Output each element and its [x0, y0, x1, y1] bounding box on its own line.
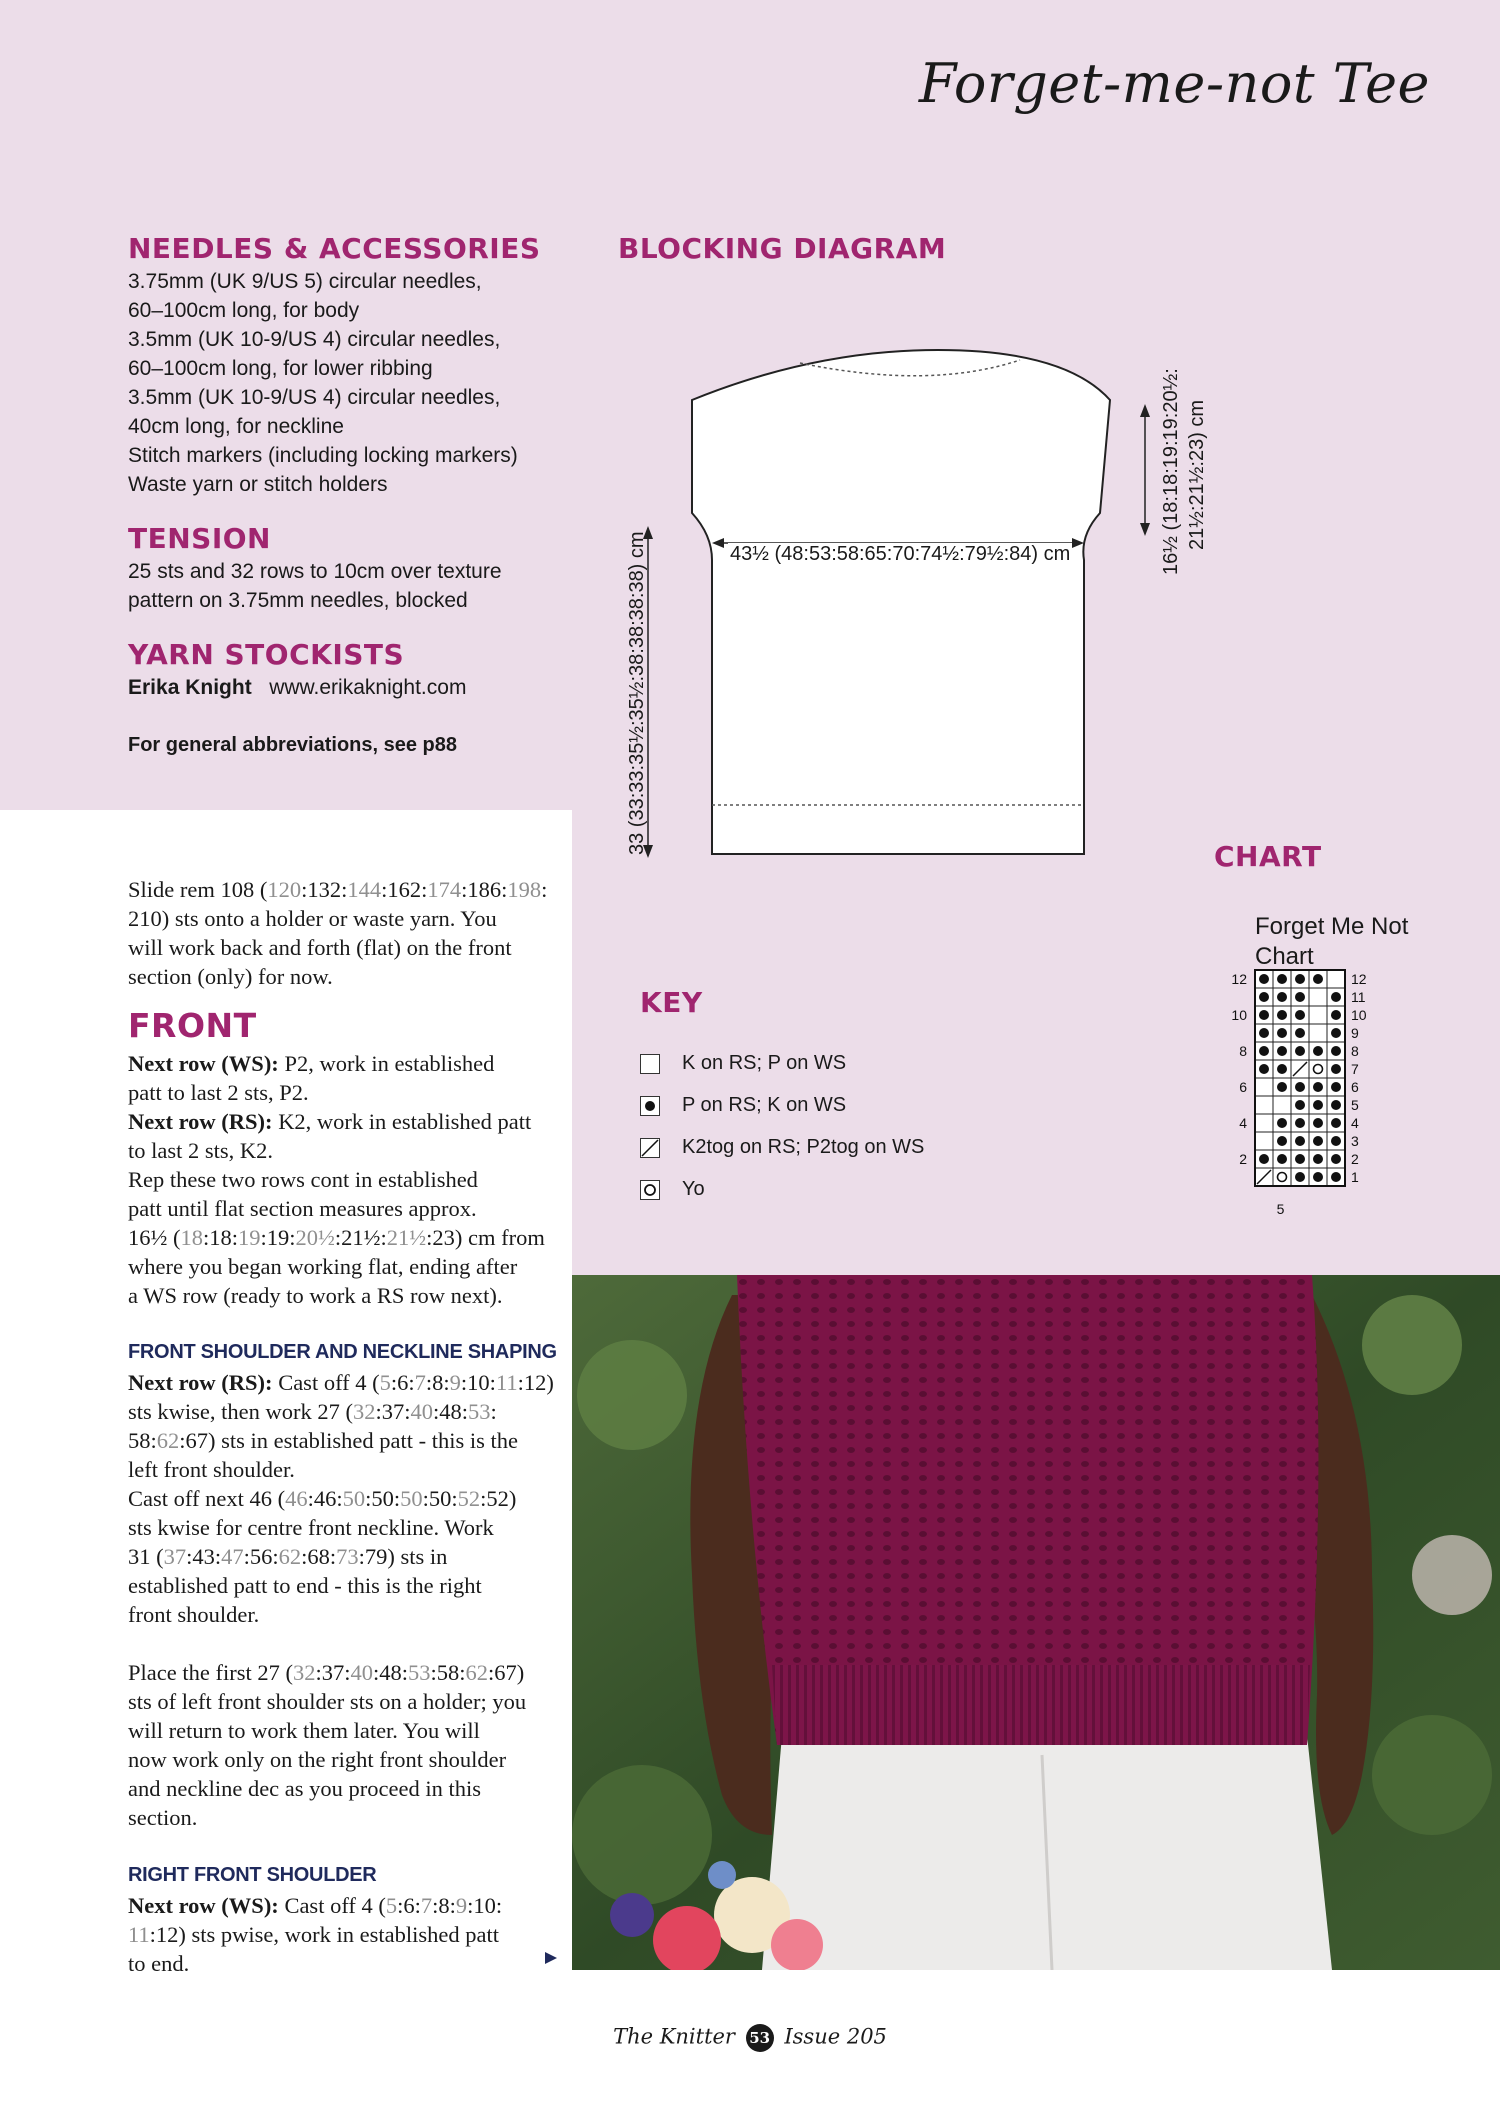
- purl-dot: [1331, 1172, 1341, 1182]
- chart-title-line-1: Forget Me Not: [1255, 913, 1409, 940]
- yarn-stockists-heading: YARN STOCKISTS: [128, 638, 405, 671]
- tee-ribbing: [772, 1665, 1310, 1745]
- chart-row-number: 10: [1231, 1007, 1247, 1023]
- purl-dot: [1277, 1028, 1287, 1038]
- model-photo: [572, 1275, 1500, 1970]
- key-heading: KEY: [640, 986, 703, 1019]
- purl-dot: [1295, 1082, 1305, 1092]
- text-line: Rep these two rows cont in established: [128, 1167, 478, 1192]
- needles-list-item: 40cm long, for neckline: [128, 415, 344, 438]
- purl-dot: [1295, 992, 1305, 1002]
- text-line: front shoulder.: [128, 1602, 260, 1627]
- purl-dot: [1313, 1118, 1323, 1128]
- purl-dot: [1295, 1136, 1305, 1146]
- purl-dot: [1277, 1082, 1287, 1092]
- purl-dot: [1277, 1046, 1287, 1056]
- text-line: patt to last 2 sts, P2.: [128, 1080, 309, 1105]
- text-line: Slide rem 108 (120:132:144:162:174:186:198:: [128, 877, 548, 902]
- text-line: sts kwise, then work 27 (32:37:40:48:53:: [128, 1399, 497, 1424]
- text-line: 11:12) sts pwise, work in established patt: [128, 1922, 500, 1947]
- purl-dot: [1277, 1010, 1287, 1020]
- needles-list-item: 60–100cm long, for lower ribbing: [128, 357, 433, 380]
- chart-cell: [1309, 1024, 1327, 1042]
- text-line: a WS row (ready to work a RS row next).: [128, 1283, 503, 1308]
- purl-dot: [1331, 1136, 1341, 1146]
- chart-cell: [1309, 1006, 1327, 1024]
- purl-dot: [1331, 1046, 1341, 1056]
- purl-dot: [1259, 1064, 1269, 1074]
- front-heading: FRONT: [128, 1006, 257, 1045]
- text-line: now work only on the right front shoulder: [128, 1747, 507, 1772]
- text-line: 16½ (18:18:19:19:20½:21½:21½:23) cm from: [128, 1225, 545, 1250]
- purl-dot: [1295, 1028, 1305, 1038]
- chart-title-line-2: Chart: [1255, 943, 1314, 970]
- chart-cell: [1255, 1078, 1273, 1096]
- width-measurement-label: 43½ (48:53:58:65:70:74½:79½:84) cm: [730, 543, 1071, 565]
- purl-dot: [1277, 1154, 1287, 1164]
- chart-row-number: 5: [1351, 1097, 1359, 1113]
- chart-row-number: 12: [1351, 971, 1367, 987]
- right-front-shoulder-heading: RIGHT FRONT SHOULDER: [128, 1864, 377, 1886]
- purl-dot: [1331, 1082, 1341, 1092]
- text-line: section (only) for now.: [128, 964, 333, 989]
- purl-dot: [1259, 1010, 1269, 1020]
- purl-dot: [1313, 1154, 1323, 1164]
- purl-dot: [1277, 974, 1287, 984]
- purl-dot: [1259, 1154, 1269, 1164]
- knitting-chart: [1210, 960, 1410, 1230]
- purl-dot: [1313, 1082, 1323, 1092]
- shoulder-neckline-instructions: [128, 1368, 554, 1832]
- chart-cell: [1309, 1060, 1327, 1078]
- filled-dot-square-icon: [640, 1096, 660, 1116]
- empty-square-icon: [640, 1054, 660, 1074]
- text-line: will return to work them later. You will: [128, 1718, 480, 1743]
- chart-row-number: 9: [1351, 1025, 1359, 1041]
- abbreviations-note: For general abbreviations, see p88: [128, 734, 458, 756]
- text-line: 58:62:67) sts in established patt - this is the: [128, 1428, 518, 1453]
- chart-cell: [1255, 1132, 1273, 1150]
- length-measurement-label: 33 (33:33:35½:35½:38:38:38:38) cm: [626, 531, 648, 855]
- purl-dot: [1277, 1064, 1287, 1074]
- stockist-brand: Erika Knight: [128, 676, 252, 699]
- text-line: where you began working flat, ending after: [128, 1254, 518, 1279]
- chart-cell: [1255, 1096, 1273, 1114]
- text-line: Place the first 27 (32:37:40:48:53:58:62:67): [128, 1660, 525, 1685]
- chart-row-number: 2: [1239, 1151, 1247, 1167]
- chart-row-number: 6: [1351, 1079, 1359, 1095]
- purl-dot: [1259, 1028, 1269, 1038]
- page-title: Forget-me-not Tee: [918, 52, 1430, 115]
- tension-heading: TENSION: [128, 522, 271, 555]
- purl-dot: [1277, 992, 1287, 1002]
- needles-list-item: 60–100cm long, for body: [128, 299, 360, 322]
- needles-list-item: Stitch markers (including locking markers): [128, 444, 518, 467]
- tension-line: pattern on 3.75mm needles, blocked: [128, 589, 468, 612]
- text-line: patt until flat section measures approx.: [128, 1196, 477, 1221]
- chart-row-number: 3: [1351, 1133, 1359, 1149]
- needles-list-item: 3.75mm (UK 9/US 5) circular needles,: [128, 270, 482, 293]
- chart-row-number: 4: [1239, 1115, 1247, 1131]
- text-line: will work back and forth (flat) on the front: [128, 935, 512, 960]
- purl-dot: [1295, 1118, 1305, 1128]
- continue-arrow-icon: [543, 1950, 559, 1966]
- needles-heading: NEEDLES & ACCESSORIES: [128, 232, 541, 265]
- purl-dot: [1295, 1046, 1305, 1056]
- page-number: 53: [746, 2024, 774, 2052]
- text-line: and neckline dec as you proceed in this: [128, 1776, 482, 1801]
- purl-dot: [1313, 974, 1323, 984]
- text-line: to end.: [128, 1951, 190, 1976]
- text-line: section.: [128, 1805, 198, 1830]
- purl-dot: [1295, 1010, 1305, 1020]
- chart-row-number: 6: [1239, 1079, 1247, 1095]
- chart-row-number: 12: [1231, 971, 1247, 987]
- chart-cell: [1273, 1168, 1291, 1186]
- issue-number: Issue 205: [784, 2024, 887, 2049]
- purl-dot: [1277, 1118, 1287, 1128]
- purl-dot: [1313, 1172, 1323, 1182]
- purl-dot: [1313, 1100, 1323, 1110]
- purl-dot: [1313, 1046, 1323, 1056]
- text-line: Next row (RS): Cast off 4 (5:6:7:8:9:10:11:12): [128, 1370, 554, 1395]
- circle-square-icon: [640, 1180, 660, 1200]
- tension-text: [128, 557, 502, 615]
- purl-dot: [1331, 1028, 1341, 1038]
- needles-list-item: Waste yarn or stitch holders: [128, 473, 388, 496]
- chart-row-number: 10: [1351, 1007, 1367, 1023]
- magazine-name: The Knitter: [613, 2024, 735, 2049]
- text-line: sts kwise for centre front neckline. Work: [128, 1515, 494, 1540]
- chart-cell: [1255, 1114, 1273, 1132]
- text-line: Cast off next 46 (46:46:50:50:50:50:52:52): [128, 1486, 517, 1511]
- purl-dot: [1259, 1046, 1269, 1056]
- purl-dot: [1331, 1100, 1341, 1110]
- front-instructions: [128, 1049, 545, 1310]
- chart-row-number: 7: [1351, 1061, 1359, 1077]
- text-line: Next row (WS): Cast off 4 (5:6:7:8:9:10:: [128, 1893, 503, 1918]
- chart-stitch-count: 5: [1276, 1201, 1285, 1217]
- right-front-shoulder-instructions: [128, 1891, 502, 1978]
- chart-row-number: 8: [1239, 1043, 1247, 1059]
- purl-dot: [1277, 1136, 1287, 1146]
- text-line: to last 2 sts, K2.: [128, 1138, 274, 1163]
- purl-dot: [1331, 992, 1341, 1002]
- shoulder-neckline-heading: FRONT SHOULDER AND NECKLINE SHAPING: [128, 1341, 557, 1363]
- chart-cell: [1309, 988, 1327, 1006]
- purl-dot: [1331, 1154, 1341, 1164]
- text-line: left front shoulder.: [128, 1457, 295, 1482]
- text-line: Next row (WS): P2, work in established: [128, 1051, 495, 1076]
- text-line: 31 (37:43:47:56:62:68:73:79) sts in: [128, 1544, 448, 1569]
- purl-dot: [1295, 974, 1305, 984]
- armhole-label-line-2: 21½:21½:23) cm: [1186, 399, 1208, 550]
- tension-line: 25 sts and 32 rows to 10cm over texture: [128, 560, 502, 583]
- purl-dot: [1295, 1154, 1305, 1164]
- chart-row-number: 8: [1351, 1043, 1359, 1059]
- chart-row-number: 11: [1351, 989, 1366, 1005]
- chart-cell: [1327, 970, 1345, 988]
- purl-dot: [1331, 1064, 1341, 1074]
- chart-row-number: 1: [1351, 1169, 1359, 1185]
- text-line: [128, 1629, 554, 1658]
- yarn-stockist-line: [128, 673, 466, 702]
- purl-dot: [1295, 1172, 1305, 1182]
- text-line: established patt to end - this is the right: [128, 1573, 482, 1598]
- needles-list: [128, 267, 518, 499]
- chart-heading: CHART: [1214, 840, 1322, 873]
- blocking-diagram-heading: BLOCKING DIAGRAM: [618, 232, 947, 265]
- purl-dot: [1331, 1010, 1341, 1020]
- diagonal-square-icon: [640, 1138, 660, 1158]
- page-footer: [0, 2024, 1500, 2052]
- purl-dot: [1331, 1118, 1341, 1128]
- stockist-url[interactable]: www.erikaknight.com: [269, 676, 467, 699]
- intro-paragraph: [128, 875, 547, 991]
- chart-row-number: 2: [1351, 1151, 1359, 1167]
- purl-dot: [1313, 1136, 1323, 1146]
- text-line: 210) sts onto a holder or waste yarn. You: [128, 906, 497, 931]
- text-line: sts of left front shoulder sts on a holder; you: [128, 1689, 527, 1714]
- purl-dot: [1295, 1100, 1305, 1110]
- purl-dot: [1259, 992, 1269, 1002]
- purl-dot: [1259, 974, 1269, 984]
- garment-outline: [692, 350, 1110, 854]
- chart-row-number: 4: [1351, 1115, 1359, 1131]
- chart-cell: [1273, 1096, 1291, 1114]
- blocking-diagram: [600, 330, 1220, 870]
- text-line: Next row (RS): K2, work in established patt: [128, 1109, 532, 1134]
- armhole-label-line-1: 16½ (18:18:19:19:20½:: [1160, 368, 1182, 575]
- needles-list-item: 3.5mm (UK 10-9/US 4) circular needles,: [128, 328, 501, 351]
- needles-list-item: 3.5mm (UK 10-9/US 4) circular needles,: [128, 386, 501, 409]
